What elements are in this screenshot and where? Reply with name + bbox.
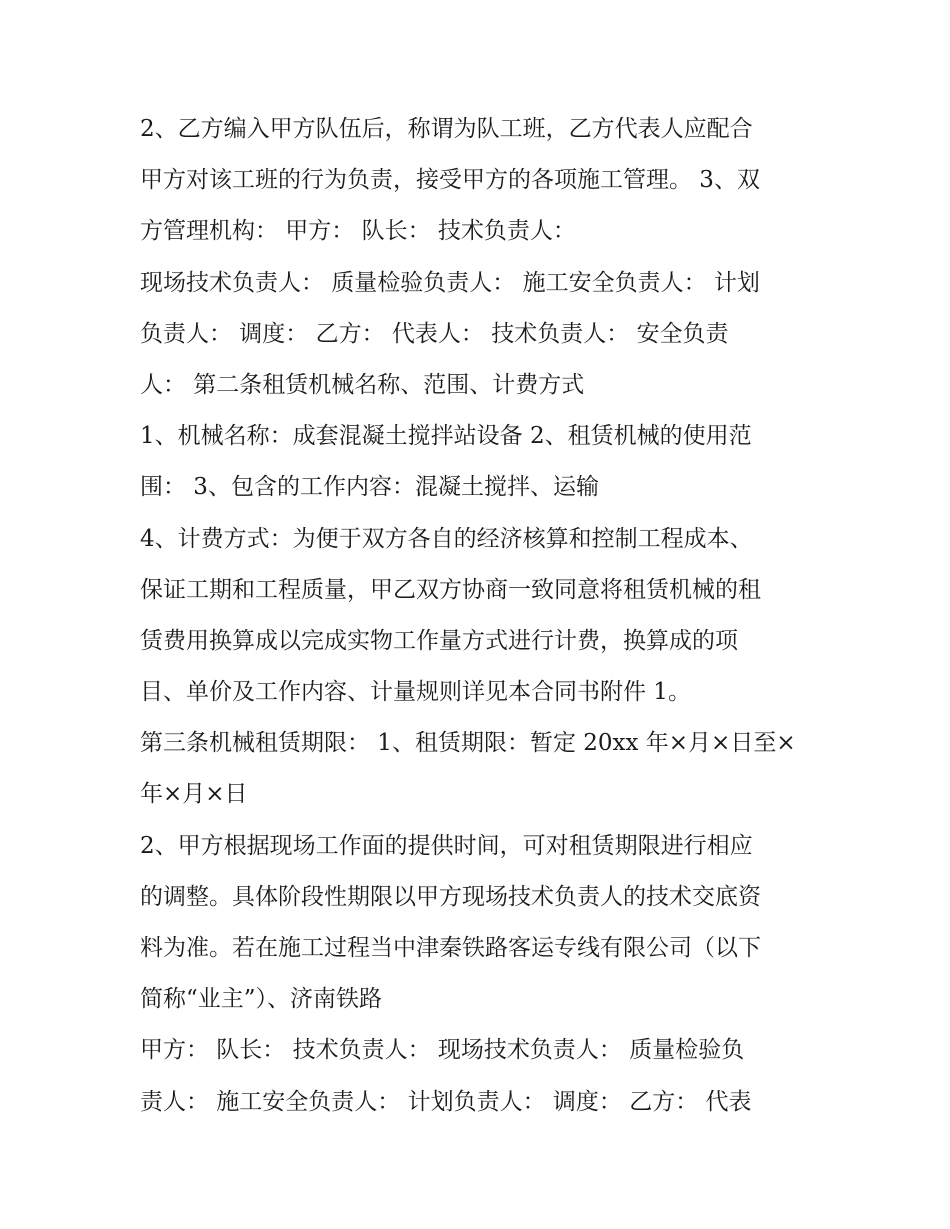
text-line: 4、计费方式：为便于双方各自的经济核算和控制工程成本、 bbox=[140, 525, 753, 552]
text-line: 2、甲方根据现场工作面的提供时间，可对租赁期限进行相应 bbox=[140, 832, 753, 859]
text-line: 料为准。若在施工过程当中津秦铁路客运专线有限公司（以下 bbox=[140, 935, 761, 961]
text-line: 第三条机械租赁期限： 1、租赁期限：暂定 20xx 年×月×日至× bbox=[140, 730, 796, 757]
document-body bbox=[140, 104, 820, 1128]
text-line: 人： 第二条租赁机械名称、范围、计费方式 bbox=[140, 371, 585, 398]
text-line: 1、机械名称：成套混凝土搅拌站设备 2、租赁机械的使用范 bbox=[140, 423, 752, 450]
text-line: 的调整。具体阶段性期限以甲方现场技术负责人的技术交底资 bbox=[140, 883, 761, 910]
text-line: 保证工期和工程质量，甲乙双方协商一致同意将租赁机械的租 bbox=[140, 576, 761, 603]
text-line: 围： 3、包含的工作内容：混凝土搅拌、运输 bbox=[140, 474, 599, 501]
text-line: 年×月×日 bbox=[140, 781, 248, 808]
text-line: 方管理机构： 甲方： 队长： 技术负责人： bbox=[140, 218, 576, 245]
text-line: 甲方对该工班的行为负责，接受甲方的各项施工管理。 3、双 bbox=[140, 167, 760, 194]
text-line: 简称“业主”）、济南铁路 bbox=[140, 986, 383, 1013]
text-line: 责人： 施工安全负责人： 计划负责人： 调度： 乙方： 代表 bbox=[140, 1088, 752, 1115]
text-line: 负责人： 调度： 乙方： 代表人： 技术负责人： 安全负责 bbox=[140, 320, 729, 347]
text-line: 甲方： 队长： 技术负责人： 现场技术负责人： 质量检验负 bbox=[140, 1037, 745, 1064]
text-line: 赁费用换算成以完成实物工作量方式进行计费，换算成的项 bbox=[140, 627, 738, 654]
text-line: 目、单价及工作内容、计量规则详见本合同书附件 1。 bbox=[140, 679, 691, 706]
text-line: 2、乙方编入甲方队伍后，称谓为队工班，乙方代表人应配合 bbox=[140, 116, 753, 142]
text-line: 现场技术负责人： 质量检验负责人： 施工安全负责人： 计划 bbox=[140, 269, 760, 296]
